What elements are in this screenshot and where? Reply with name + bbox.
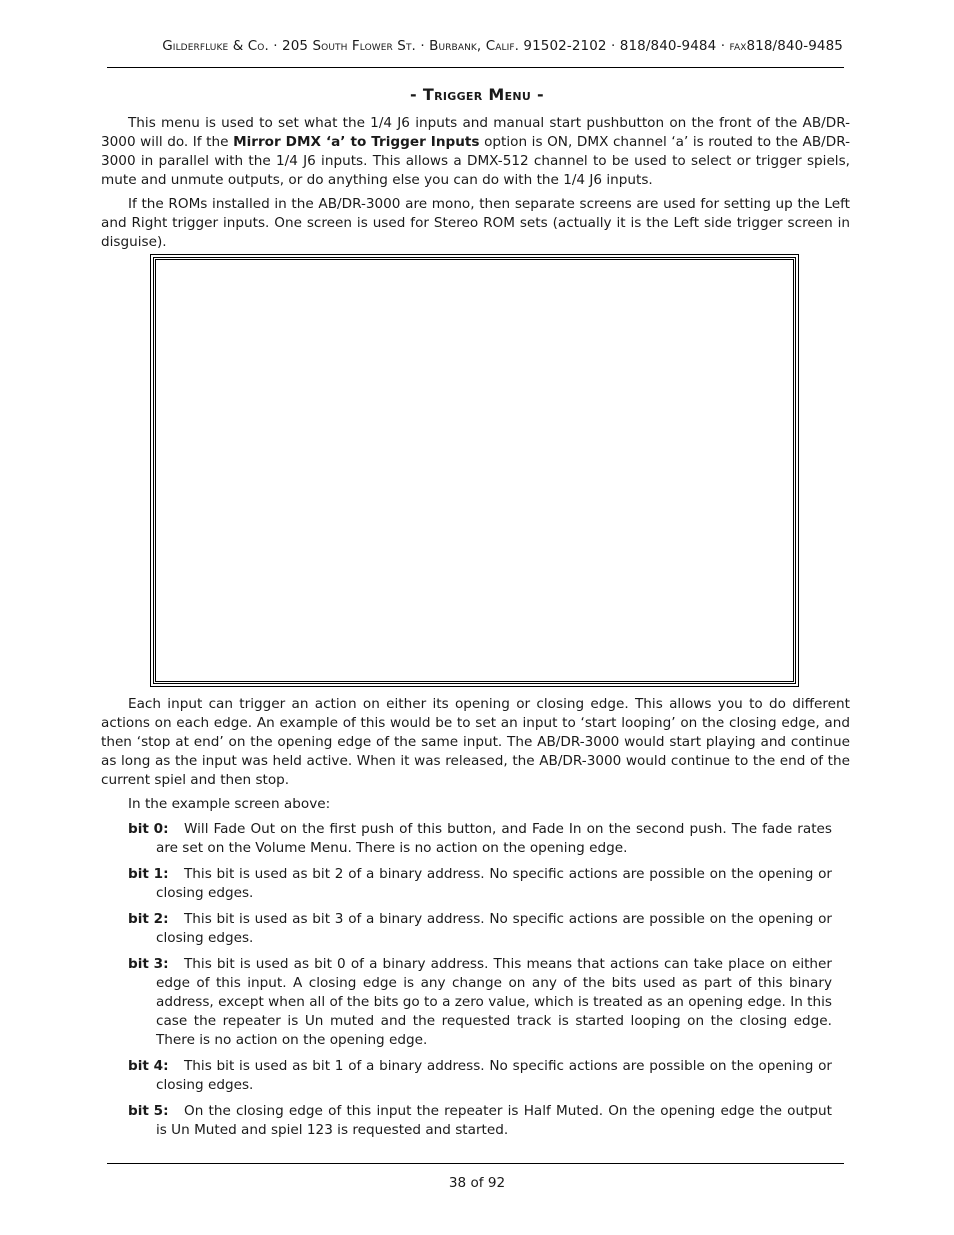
- bit-item-0: [128, 820, 832, 858]
- intro-p1-text-b: option is ON, DMX channel ‘a’ is routed to the AB/DR-3000 in parallel with the 1/4 J6 inputs. This allows a DMX-512 channel to be used to select or trigger spiels, mute and unmute outputs, or do anything else you can do with the 1/4 J6 inputs.: [101, 134, 850, 188]
- header-co: Co.: [247, 38, 269, 54]
- body-paragraph-example: In the example screen above:: [128, 796, 331, 812]
- bit-description: This bit is used as bit 2 of a binary address. No specific actions are possible on the opening or closing edges.: [156, 866, 832, 901]
- page-header: [107, 38, 843, 54]
- bit-label: bit 1:: [128, 866, 169, 882]
- bit-description: On the closing edge of this input the repeater is Half Muted. On the opening edge the output is Un Muted and spiel 123 is requested and started.: [156, 1103, 832, 1138]
- intro-p1-text-a: This menu is used to set what the 1/4 J6 inputs and manual start pushbutton on the front of the AB/DR-3000 will do. If the: [101, 115, 850, 150]
- page-number: 38 of 92: [448, 1175, 506, 1191]
- bit-description: This bit is used as bit 1 of a binary address. No specific actions are possible on the opening or closing edges.: [156, 1058, 832, 1093]
- header-rule: [107, 67, 844, 68]
- bit-label: bit 5:: [128, 1103, 169, 1119]
- header-city: · Burbank, Calif.: [420, 38, 520, 54]
- intro-p1-bold: Mirror DMX ‘a’ to Trigger Inputs: [233, 134, 480, 150]
- bit-description: This bit is used as bit 3 of a binary address. No specific actions are possible on the opening or closing edges.: [156, 911, 832, 946]
- bit-item-2: [128, 910, 832, 948]
- example-screen-frame: [153, 257, 796, 684]
- header-amp: &: [232, 38, 244, 54]
- header-street-number: · 205: [273, 38, 309, 54]
- header-phone: · 818/840-9484 ·: [611, 38, 726, 54]
- bit-description: Will Fade Out on the first push of this button, and Fade In on the second push. The fade rates are set on the Volume Menu. There is no action on the opening edge.: [156, 821, 832, 856]
- footer-rule: [107, 1163, 844, 1164]
- bit-label: bit 0:: [128, 821, 169, 837]
- bit-item-3: [128, 955, 832, 1050]
- header-street: South Flower St.: [312, 38, 416, 54]
- bit-description: This bit is used as bit 0 of a binary address. This means that actions can take place on either edge of this input. A closing edge is any change on any of the bits used as part of this binary address, except when all of the bits go to a zero value, which is treated as an opening edge. In this case the repeater is Un muted and the requested track is started looping on the closing edge. There is no action on the opening edge.: [156, 956, 832, 1048]
- bit-item-1: [128, 865, 832, 903]
- header-company: Gilderfluke: [162, 38, 229, 54]
- bit-label: bit 2:: [128, 911, 169, 927]
- header-fax-label: fax: [729, 38, 747, 54]
- header-zip: 91502-2102: [523, 38, 607, 54]
- intro-paragraph-1: [101, 114, 850, 190]
- bit-list: [128, 820, 832, 1140]
- bit-item-4: [128, 1057, 832, 1095]
- body-paragraph-edges: Each input can trigger an action on either its opening or closing edge. This allows you to do different actions on each edge. An example of this would be to set an input to ‘start looping’ on the closing edge, and then ‘stop at end’ on the opening edge of the same input. The AB/DR-3000 would start playing and continue as long as the input was held active. When it was released, the AB/DR-3000 would continue to the end of the current spiel and then stop.: [101, 696, 850, 788]
- section-title: - Trigger Menu -: [410, 85, 544, 104]
- bit-label: bit 4:: [128, 1058, 169, 1074]
- bit-item-5: [128, 1102, 832, 1140]
- intro-paragraph-2: If the ROMs installed in the AB/DR-3000 are mono, then separate screens are used for setting up the Left and Right trigger inputs. One screen is used for Stereo ROM sets (actually it is the Left side trigger screen in disguise).: [101, 196, 850, 250]
- bit-label: bit 3:: [128, 956, 169, 972]
- header-fax: 818/840-9485: [746, 38, 843, 54]
